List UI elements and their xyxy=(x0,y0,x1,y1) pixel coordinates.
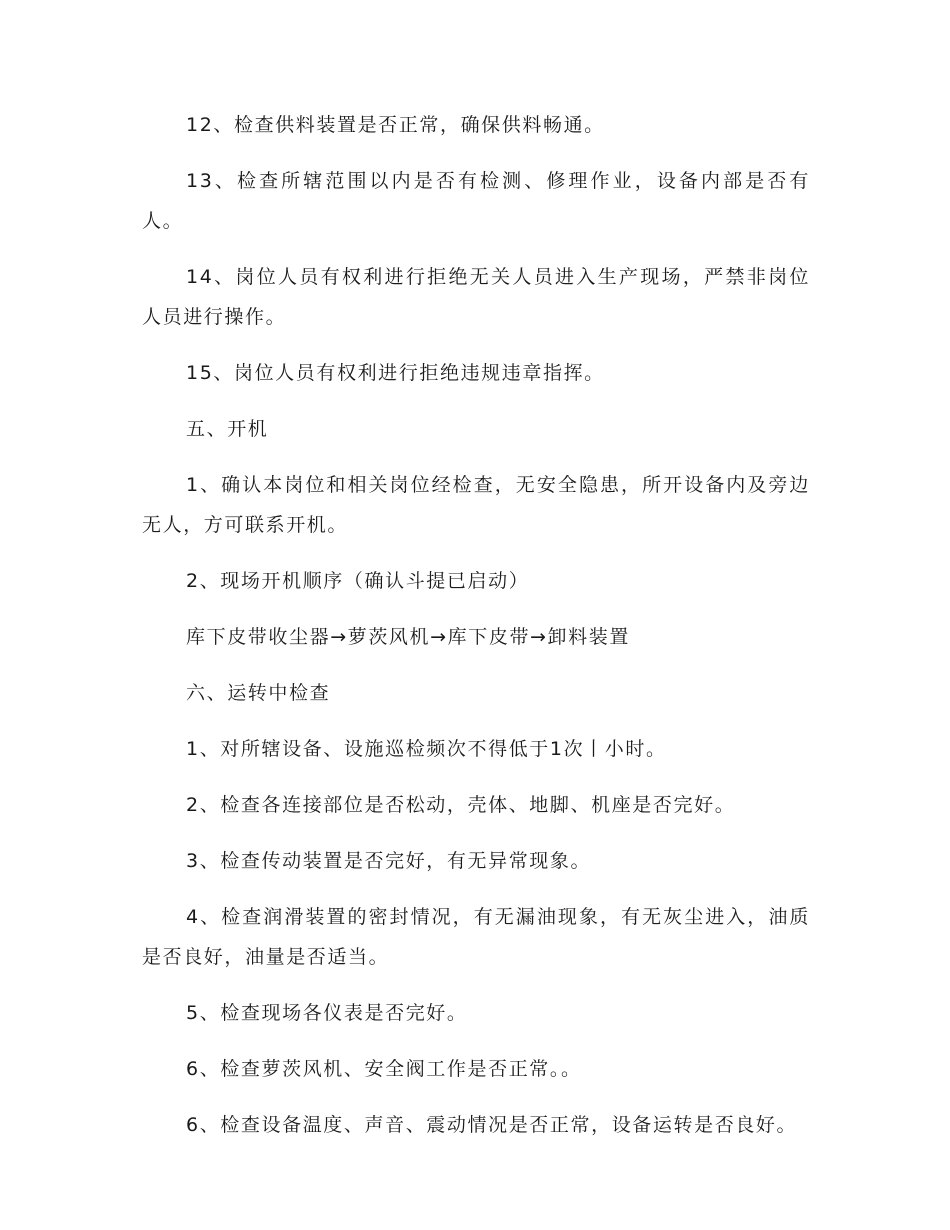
paragraph-check-2: 2、检查各连接部位是否松动，壳体、地脚、机座是否完好。 xyxy=(186,794,736,816)
paragraph-item-13: 13、检查所辖范围以内是否有检测、修理作业，设备内部是否有人。 xyxy=(142,170,810,232)
paragraph-check-1: 1、对所辖设备、设施巡检频次不得低于1次丨小时。 xyxy=(186,738,667,760)
section-heading-startup: 五、开机 xyxy=(186,418,269,440)
paragraph-check-6b: 6、检查设备温度、声音、震动情况是否正常，设备运转是否良好。 xyxy=(186,1114,798,1136)
paragraph-check-4: 4、检查润滑装置的密封情况，有无漏油现象，有无灰尘进入，油质是否良好，油量是否适当。 xyxy=(142,906,810,968)
paragraph-check-5: 5、检查现场各仪表是否完好。 xyxy=(186,1002,468,1024)
paragraph-item-14: 14、岗位人员有权利进行拒绝无关人员进入生产现场，严禁非岗位人员进行操作。 xyxy=(142,266,810,328)
paragraph-item-15: 15、岗位人员有权利进行拒绝违规违章指挥。 xyxy=(186,362,605,384)
section-heading-running-check: 六、运转中检查 xyxy=(186,682,331,704)
document-body xyxy=(142,105,810,1161)
paragraph-check-3: 3、检查传动装置是否完好，有无异常现象。 xyxy=(186,850,592,872)
paragraph-startup-2: 2、现场开机顺序（确认斗提已启动） xyxy=(186,570,530,592)
paragraph-startup-1: 1、确认本岗位和相关岗位经检查，无安全隐患，所开设备内及旁边无人，方可联系开机。 xyxy=(142,474,810,536)
paragraph-check-6a: 6、检查萝茨风机、安全阀工作是否正常。。 xyxy=(186,1058,582,1080)
paragraph-item-12: 12、检查供料装置是否正常，确保供料畅通。 xyxy=(186,114,605,136)
startup-sequence: 库下皮带收尘器→萝茨风机→库下皮带→卸料装置 xyxy=(186,626,630,648)
